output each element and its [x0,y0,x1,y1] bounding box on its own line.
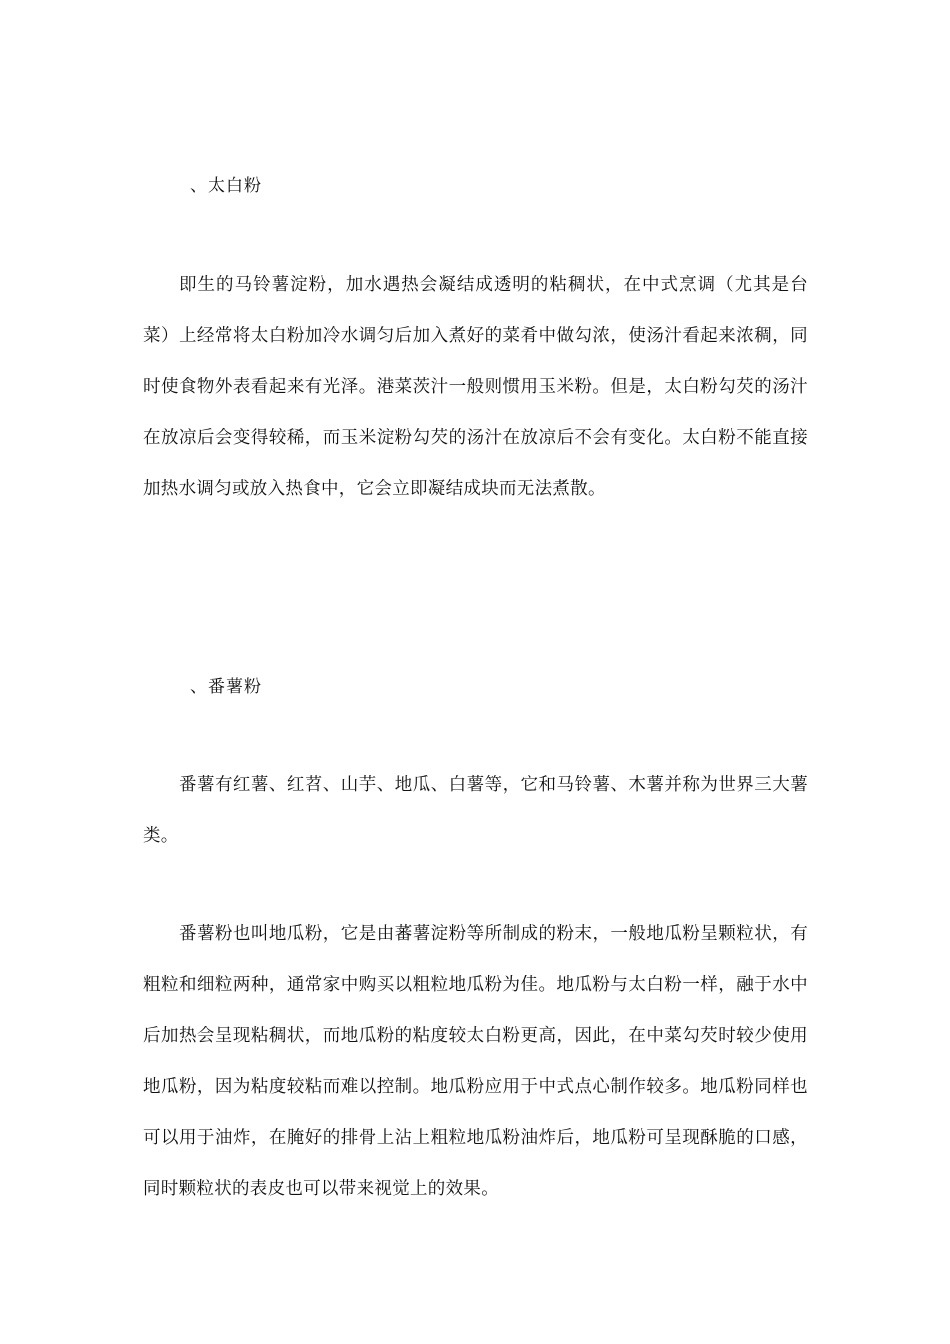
section-heading-fanshufen: 、番薯粉 [190,677,262,697]
section-heading-taibaifen: 、太白粉 [190,176,262,196]
paragraph-fanshufen-detail: 番薯粉也叫地瓜粉，它是由蕃薯淀粉等所制成的粉末，一般地瓜粉呈颗粒状，有粗粒和细粒两种，通常家中购买以粗粒地瓜粉为佳。地瓜粉与太白粉一样，融于水中后加热会呈现粘稠状，而地瓜粉的粘度较太白粉更高，因此，在中菜勾芡时较少使用地瓜粉，因为粘度较粘而难以控制。地瓜粉应用于中式点心制作较多。地瓜粉同样也可以用于油炸，在腌好的排骨上沾上粗粒地瓜粉油炸后，地瓜粉可呈现酥脆的口感，同时颗粒状的表皮也可以带来视觉上的效果。 [143,924,808,1199]
paragraph-fanshu-intro: 番薯有红薯、红苕、山芋、地瓜、白薯等，它和马铃薯、木薯并称为世界三大薯类。 [143,775,808,846]
paragraph-taibaifen: 即生的马铃薯淀粉，加水遇热会凝结成透明的粘稠状，在中式烹调（尤其是台菜）上经常将太白粉加冷水调匀后加入煮好的菜肴中做勾浓，使汤汁看起来浓稠，同时使食物外表看起来有光泽。港菜茨汁一般则惯用玉米粉。但是，太白粉勾芡的汤汁在放凉后会变得较稀，而玉米淀粉勾芡的汤汁在放凉后不会有变化。太白粉不能直接加热水调匀或放入热食中，它会立即凝结成块而无法煮散。 [143,275,808,499]
